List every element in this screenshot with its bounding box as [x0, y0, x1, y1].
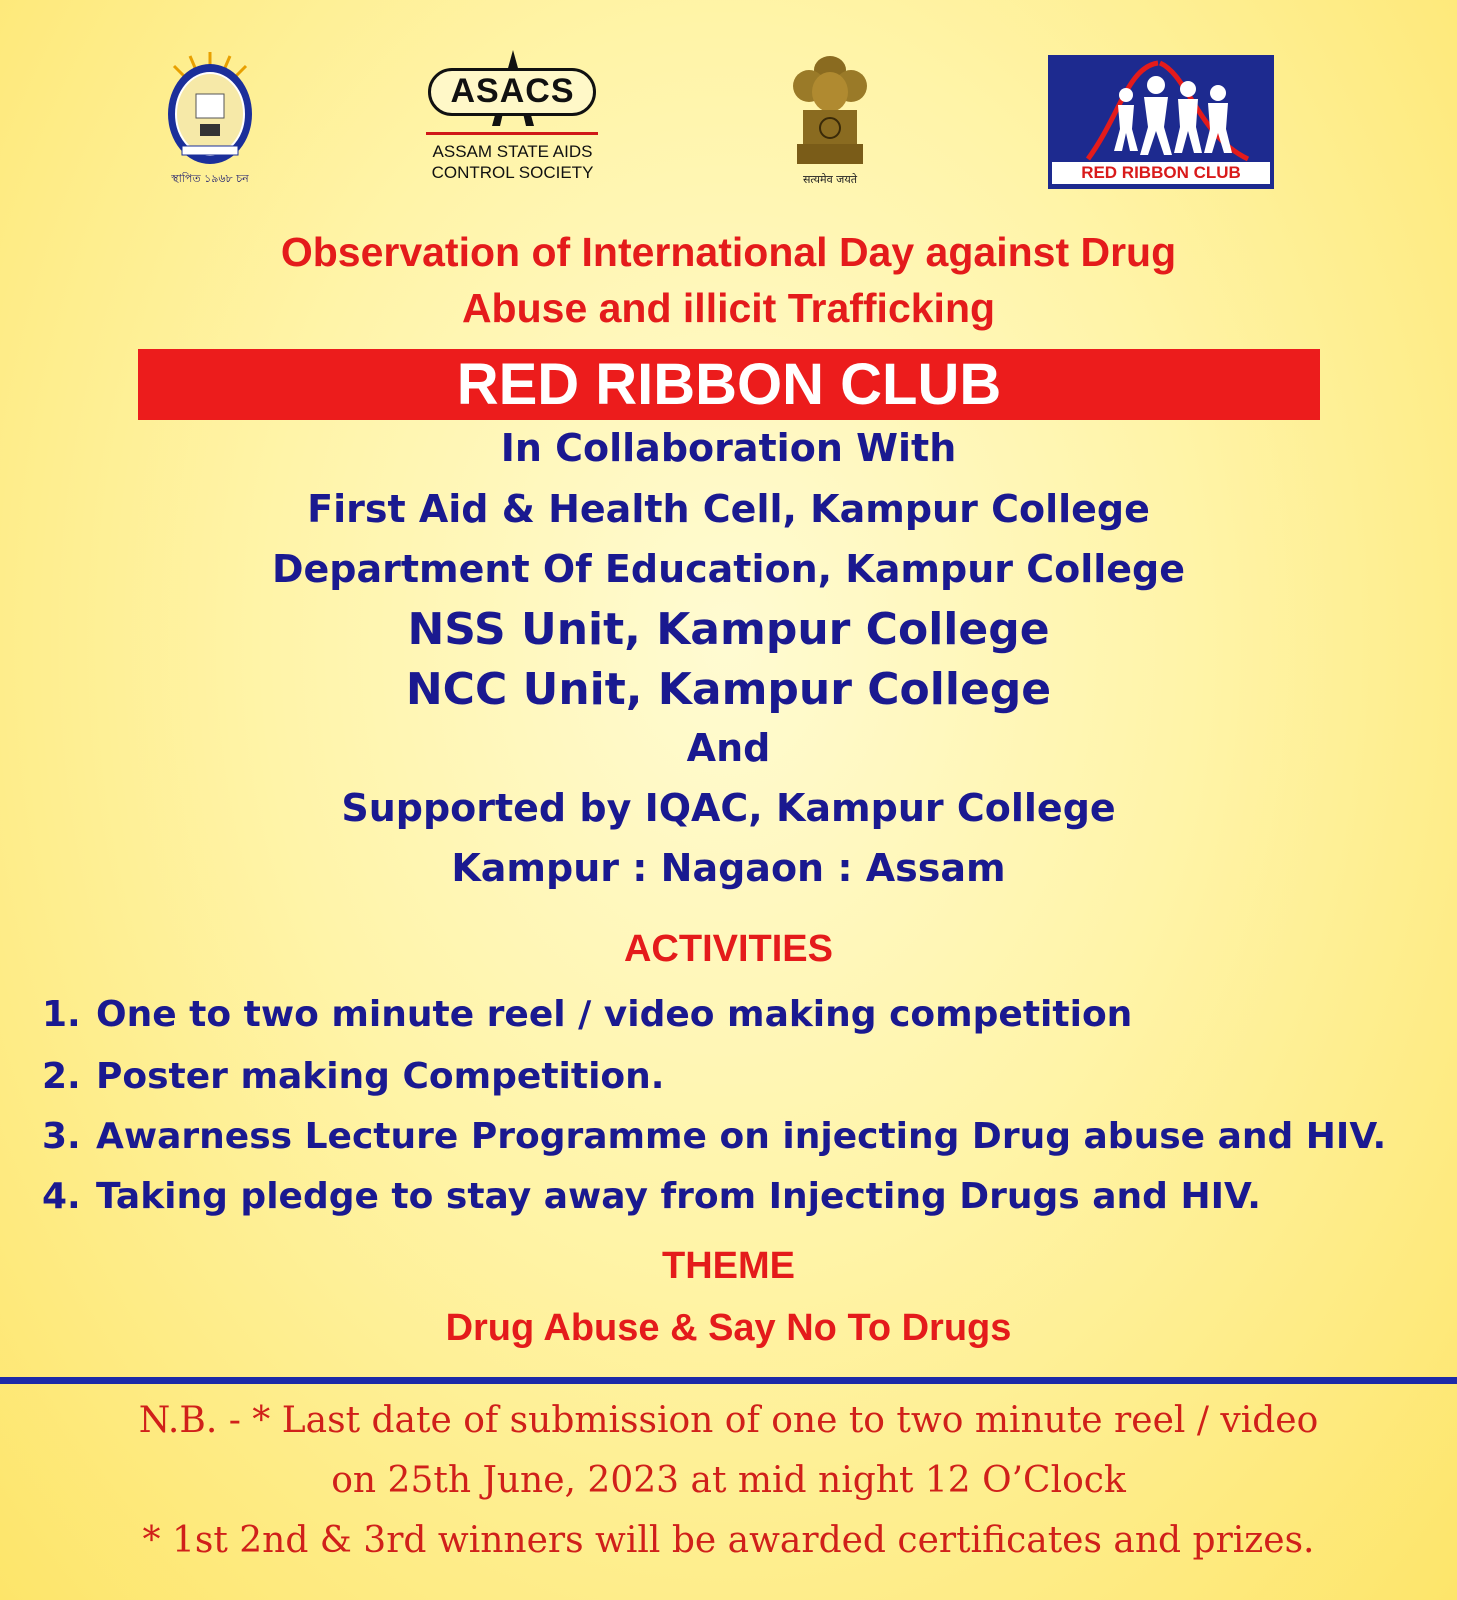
collab-heading: In Collaboration With — [500, 426, 957, 470]
activity-item — [42, 994, 1132, 1035]
activities-heading: ACTIVITIES — [623, 928, 834, 970]
activity-item — [42, 1116, 1386, 1157]
activity-text: Taking pledge to stay away from Injecting Drugs and HIV. — [96, 1176, 1261, 1217]
activity-text: Awarness Lecture Programme on injecting Drug abuse and HIV. — [96, 1116, 1387, 1157]
event-title-line2: Abuse and illicit Trafficking — [461, 285, 996, 331]
theme-heading: THEME — [662, 1245, 795, 1287]
red-ribbon-club-logo — [1048, 55, 1274, 189]
event-title-line1: Observation of International Day against Drug — [280, 229, 1177, 275]
supported-by: Supported by IQAC, Kampur College — [341, 786, 1116, 830]
activity-number: 3. — [42, 1116, 81, 1157]
college-seal-icon — [160, 50, 260, 170]
asacs-divider — [426, 132, 598, 135]
nb-line2: on 25th June, 2023 at mid night 12 O’Clock — [331, 1460, 1126, 1501]
asacs-logo — [420, 48, 605, 188]
collab-nss: NSS Unit, Kampur College — [407, 604, 1050, 655]
college-logo-caption: স্থাপিত ১৯৬৮ চন — [171, 172, 249, 185]
lion-capital-icon — [785, 52, 875, 172]
nb-line3: * 1st 2nd & 3rd winners will be awarded certificates and prizes. — [142, 1520, 1315, 1561]
activity-number: 1. — [42, 994, 81, 1035]
activity-number: 2. — [42, 1056, 81, 1097]
activity-item — [42, 1176, 1261, 1217]
activity-item — [42, 1056, 664, 1097]
theme-text: Drug Abuse & Say No To Drugs — [445, 1307, 1012, 1349]
ribbon-people-icon — [1048, 55, 1274, 163]
asacs-caption-line1: ASSAM STATE AIDS — [432, 142, 593, 161]
emblem-motto: सत्यमेव जयते — [802, 173, 857, 186]
club-banner: RED RIBBON CLUB — [138, 349, 1320, 420]
asacs-caption-line2: CONTROL SOCIETY — [431, 163, 594, 182]
activity-text: One to two minute reel / video making competition — [96, 994, 1133, 1035]
national-emblem — [785, 52, 875, 192]
nb-line1: N.B. - * Last date of submission of one to two minute reel / video — [138, 1400, 1319, 1441]
asacs-abbrev: ASACS — [450, 72, 575, 110]
event-title — [0, 224, 1457, 336]
activity-number: 4. — [42, 1176, 81, 1217]
collab-first-aid: First Aid & Health Cell, Kampur College — [307, 487, 1150, 531]
rrc-logo-label: RED RIBBON CLUB — [1052, 162, 1270, 184]
location: Kampur : Nagaon : Assam — [451, 846, 1006, 890]
activity-text: Poster making Competition. — [96, 1056, 665, 1097]
college-logo — [160, 50, 260, 190]
divider-rule — [0, 1377, 1457, 1384]
collab-and: And — [686, 726, 771, 770]
collab-ncc: NCC Unit, Kampur College — [405, 664, 1052, 715]
collab-education: Department Of Education, Kampur College — [271, 547, 1186, 591]
